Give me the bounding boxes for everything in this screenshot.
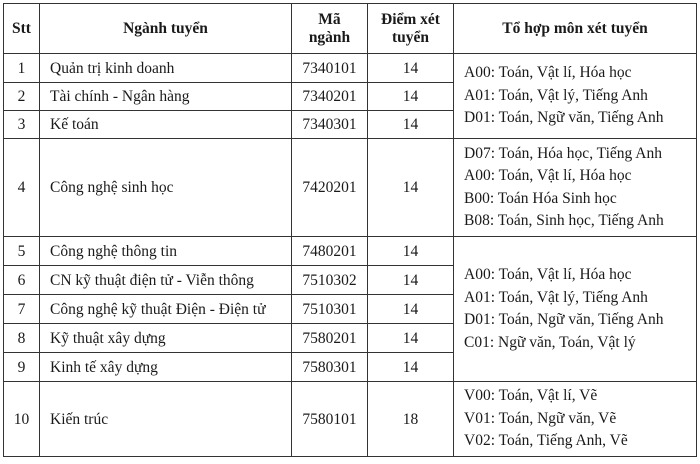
cell-code: 7480201 — [292, 237, 368, 266]
combo-line: V01: Toán, Ngữ văn, Vẽ — [464, 409, 617, 427]
header-score: Điểm xét tuyển — [368, 4, 454, 54]
cell-score: 14 — [368, 324, 454, 353]
combo-line: D07: Toán, Hóa học, Tiếng Anh — [464, 144, 662, 162]
combo-line: D01: Toán, Ngữ văn, Tiếng Anh — [464, 311, 664, 328]
cell-major: Công nghệ kỹ thuật Điện - Điện tử — [40, 295, 292, 324]
cell-score: 14 — [368, 139, 454, 237]
cell-code: 7340301 — [292, 111, 368, 139]
cell-combo-group-1 — [454, 54, 697, 139]
cell-score: 14 — [368, 266, 454, 295]
cell-stt: 1 — [4, 54, 40, 83]
combo-line: V02: Toán, Tiếng Anh, Vẽ — [464, 432, 628, 450]
cell-score: 14 — [368, 111, 454, 139]
cell-major: Kỹ thuật xây dựng — [40, 324, 292, 353]
combo-line: A00: Toán, Vật lí, Hóa học — [464, 266, 632, 283]
cell-major: Quản trị kinh doanh — [40, 54, 292, 83]
cell-code: 7580101 — [292, 382, 368, 457]
cell-score: 14 — [368, 237, 454, 266]
cell-stt: 7 — [4, 295, 40, 324]
cell-code: 7510302 — [292, 266, 368, 295]
table-row — [4, 382, 697, 457]
admission-table — [3, 3, 697, 457]
cell-stt: 9 — [4, 353, 40, 382]
header-combo: Tổ hợp môn xét tuyển — [454, 4, 697, 54]
cell-major: Kế toán — [40, 111, 292, 139]
cell-major: Kiến trúc — [40, 382, 292, 457]
cell-stt: 4 — [4, 139, 40, 237]
cell-combo-group-3 — [454, 237, 697, 382]
cell-major: Công nghệ sinh học — [40, 139, 292, 237]
table-row — [4, 54, 697, 83]
cell-stt: 2 — [4, 83, 40, 111]
cell-code: 7420201 — [292, 139, 368, 237]
cell-stt: 6 — [4, 266, 40, 295]
header-major: Ngành tuyển — [40, 4, 292, 54]
cell-stt: 10 — [4, 382, 40, 457]
combo-line: V00: Toán, Vật lí, Vẽ — [464, 387, 598, 405]
cell-score: 18 — [368, 382, 454, 457]
combo-line: D01: Toán, Ngữ văn, Tiếng Anh — [464, 109, 664, 127]
cell-score: 14 — [368, 54, 454, 83]
cell-code: 7510301 — [292, 295, 368, 324]
cell-stt: 3 — [4, 111, 40, 139]
table-row — [4, 237, 697, 266]
combo-line: A01: Toán, Vật lý, Tiếng Anh — [464, 86, 648, 104]
cell-score: 14 — [368, 83, 454, 111]
cell-score: 14 — [368, 295, 454, 324]
cell-code: 7580301 — [292, 353, 368, 382]
combo-line: B08: Toán, Sinh học, Tiếng Anh — [464, 212, 664, 229]
cell-major: Công nghệ thông tin — [40, 237, 292, 266]
cell-score: 14 — [368, 353, 454, 382]
cell-combo-group-2 — [454, 139, 697, 237]
combo-line: A00: Toán, Vật lí, Hóa học — [464, 167, 632, 184]
combo-line: A01: Toán, Vật lý, Tiếng Anh — [464, 288, 648, 306]
cell-combo-group-4 — [454, 382, 697, 457]
cell-code: 7340201 — [292, 83, 368, 111]
table-row — [4, 139, 697, 237]
combo-line: C01: Ngữ văn, Toán, Vật lý — [464, 333, 636, 351]
header-stt: Stt — [4, 4, 40, 54]
admission-table-container — [3, 3, 697, 457]
cell-major: Kinh tế xây dựng — [40, 353, 292, 382]
combo-line: A00: Toán, Vật lí, Hóa học — [464, 64, 632, 82]
cell-major: CN kỹ thuật điện tử - Viễn thông — [40, 266, 292, 295]
combo-line: B00: Toán Hóa Sinh học — [464, 189, 617, 207]
header-row — [4, 4, 697, 54]
header-code: Mã ngành — [292, 4, 368, 54]
cell-code: 7580201 — [292, 324, 368, 353]
cell-stt: 8 — [4, 324, 40, 353]
cell-major: Tài chính - Ngân hàng — [40, 83, 292, 111]
cell-code: 7340101 — [292, 54, 368, 83]
cell-stt: 5 — [4, 237, 40, 266]
